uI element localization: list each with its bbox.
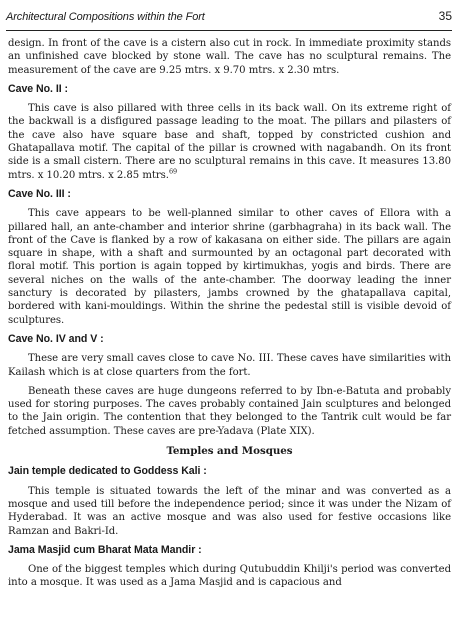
cave-3-heading: Cave No. III : bbox=[8, 187, 71, 200]
cave-2-heading: Cave No. II : bbox=[8, 82, 68, 95]
cave-2-text: This cave is also pillared with three cells in its back wall. On its extreme right of the backwall is a disfigured passage leading to the moat. The pillars and pilasters of the cave also have square base and shaft, topped by constricted cushion and Ghatapallava motif. The capital of the pillar is crowned with nagabandh. On its front side is a small cistern. There are no sculptural remains in this cave. It measures 13.80 mtrs. x 10.20 mtrs. x 2.85 mtrs. bbox=[8, 103, 451, 181]
page-number: 35 bbox=[438, 9, 452, 23]
intro-paragraph: design. In front of the cave is a cistern also cut in rock. In immediate proximity stands an unfinished cave blocked by stone wall. The cave has no sculptural remains. The measurement of the cave are 9.25 mtrs. x 9.70 mtrs. x 2.30 mtrs. bbox=[8, 38, 451, 76]
section-heading: Temples and Mosques bbox=[166, 445, 293, 458]
cave-3-paragraph: This cave appears to be well-planned similar to other caves of Ellora with a pillared hall, an ante-chamber and interior shrine (garbhagraha) in its back wall. The front of the Cave is flanked by a row of kakasana on either side. The pillars are again square in shape, with a shaft and surmounted by an octagonal part decorated with floral motif. This portion is again topped by kirtimukhas, yogis and birds. There are several niches on the walls of the ante-chamber. The doorway leading the inner sanctury is decorated by pilasters, jambs crowned by the ghatapallava capital, bordered with kani-mouldings. Within the shrine the pedestal still is visible devoid of sculptures. bbox=[8, 208, 451, 326]
footnote-reference: 69 bbox=[168, 167, 178, 176]
cave-4-5-paragraph-2: Beneath these caves are huge dungeons referred to by Ibn-e-Batuta and probably used for storing purposes. The caves probably contained Jain sculptures and belonged to the Jain origin. The contention that they belonged to the Tantrik cult would be far fetched assumption. These caves are pre-Yadava (Plate XIX). bbox=[8, 385, 451, 437]
jama-masjid-heading: Jama Masjid cum Bharat Mata Mandir : bbox=[8, 543, 202, 556]
jain-temple-paragraph: This temple is situated towards the left of the minar and was converted as a mosque and used till before the independence period; since it was under the Nizam of Hyderabad. It was an active mosque and was also used for festive occasions like Ramzan and Bakri-Id. bbox=[8, 485, 451, 537]
jain-temple-heading: Jain temple dedicated to Goddess Kali : bbox=[8, 465, 207, 478]
cave-2-paragraph bbox=[8, 102, 451, 182]
cave-4-5-paragraph-1: These are very small caves close to cave No. III. These caves have similarities with Kailash which is at close quarters from the fort. bbox=[8, 353, 451, 378]
jama-masjid-paragraph: One of the biggest temples which during Qutubuddin Khilji's period was converted into a mosque. It was used as a Jama Masjid and is capacious and bbox=[8, 564, 451, 589]
running-header bbox=[6, 9, 452, 23]
header-rule bbox=[6, 30, 452, 31]
cave-4-5-heading: Cave No. IV and V : bbox=[8, 332, 104, 345]
running-title: Architectural Compositions within the Fort bbox=[6, 11, 205, 23]
body-text bbox=[8, 37, 451, 590]
